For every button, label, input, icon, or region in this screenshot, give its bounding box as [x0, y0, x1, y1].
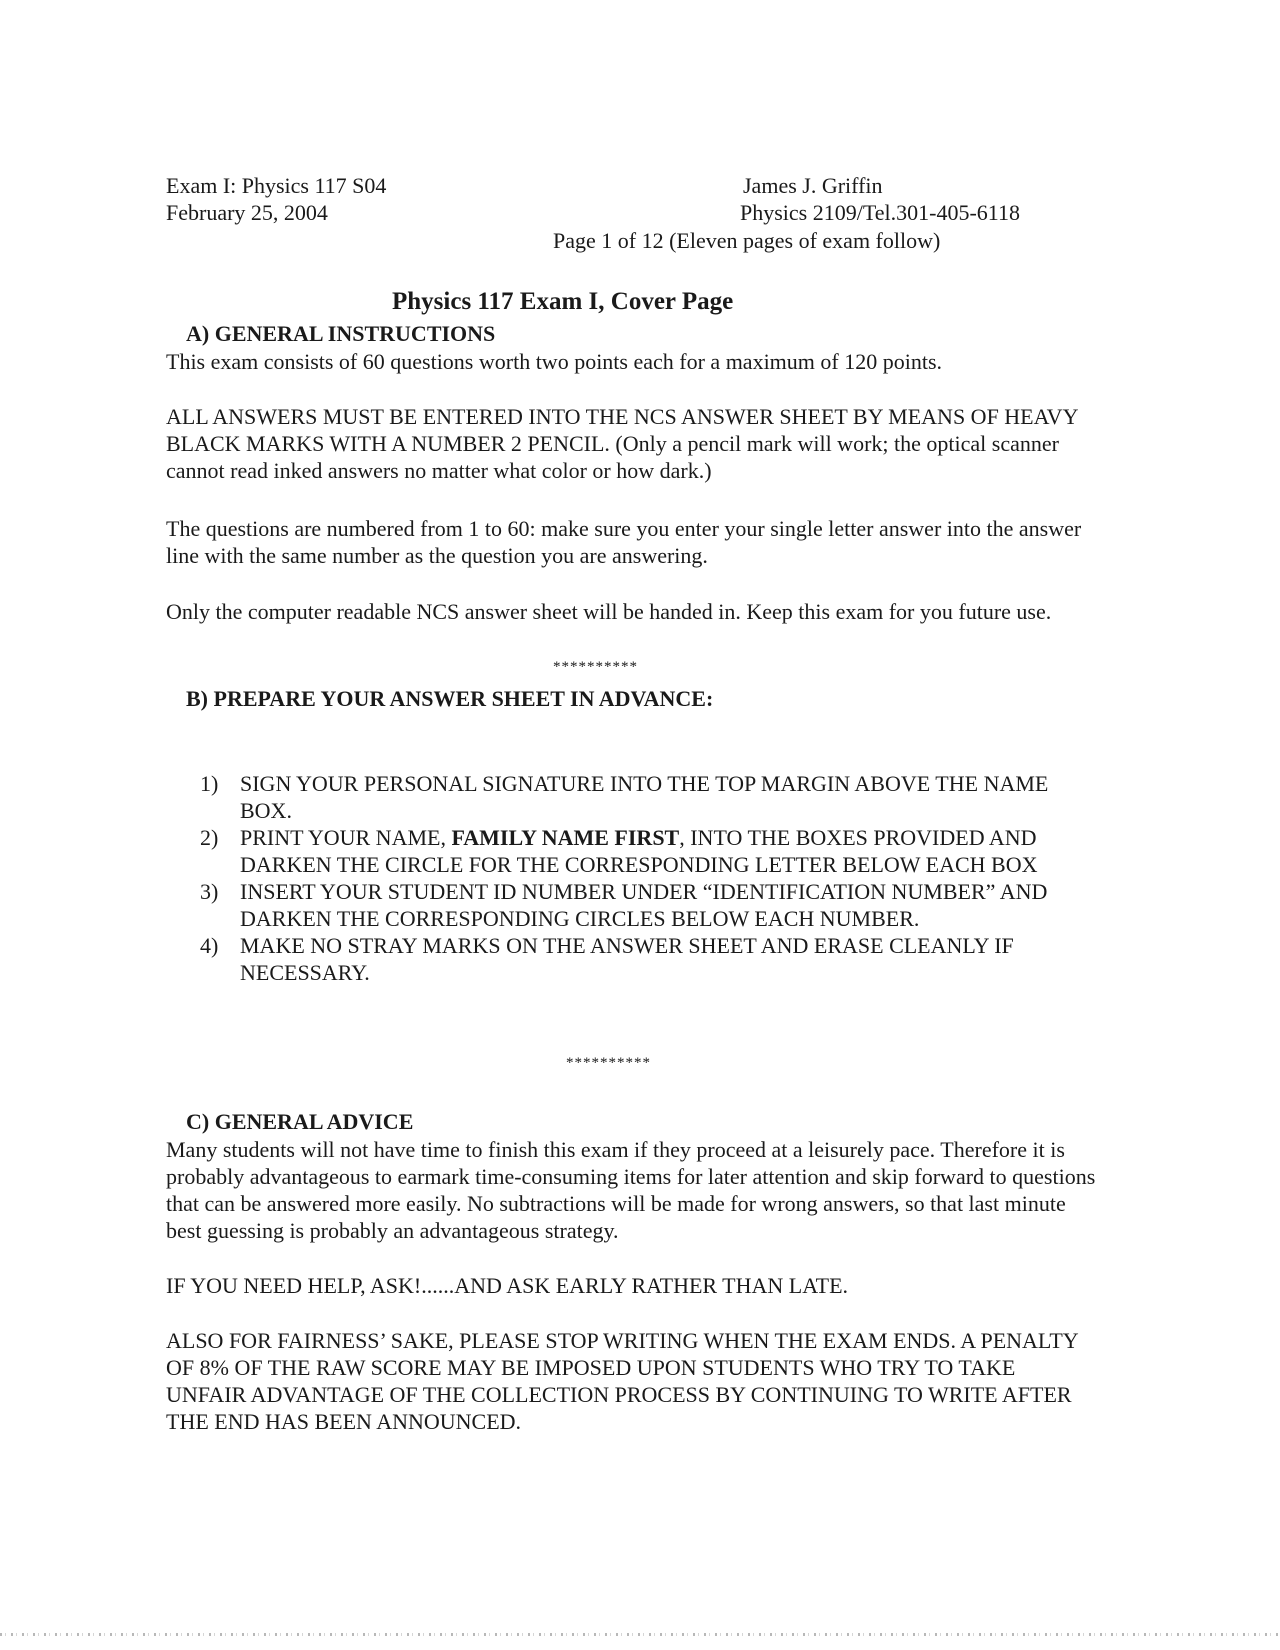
scan-artifact-line [0, 1633, 1280, 1636]
item-text: SIGN YOUR PERSONAL SIGNATURE INTO THE TOP MARGIN ABOVE THE NAME BOX. [240, 771, 1049, 823]
instructions-text: This exam consists of 60 questions worth two points each for a maximum of 120 points. [166, 349, 943, 374]
item-text: INSERT YOUR STUDENT ID NUMBER UNDER “IDENTIFICATION NUMBER” AND DARKEN THE CORRESPONDING CIRCLES BELOW EACH NUMBER. [240, 879, 1048, 931]
page-info: Page 1 of 12 (Eleven pages of exam follow) [553, 228, 941, 253]
item-emphasis: FAMILY NAME FIRST [451, 825, 680, 850]
instructor-name: James J. Griffin [743, 173, 883, 198]
item-number: 2) [200, 825, 219, 850]
item-text: , INTO THE BOXES PROVIDED AND DARKEN THE CIRCLE FOR THE CORRESPONDING LETTER BELOW EACH BOX [240, 825, 1038, 877]
separator: ********** [566, 1055, 651, 1071]
section-a-heading: A) GENERAL INSTRUCTIONS [186, 321, 496, 346]
page-title: Physics 117 Exam I, Cover Page [392, 288, 734, 315]
exam-date: February 25, 2004 [166, 200, 328, 225]
answer-sheet-steps [200, 770, 1080, 986]
section-a-para2 [166, 403, 1096, 484]
item-number: 3) [200, 879, 219, 904]
advice-text: ALSO FOR FAIRNESS’ SAKE, PLEASE STOP WRITING WHEN THE EXAM ENDS. A PENALTY OF 8% OF THE RAW SCORE MAY BE IMPOSED UPON STUDENTS WHO TRY TO TAKE UNFAIR ADVANTAGE OF THE COLLECTION PROCESS BY CONTINUING TO WRITE AFTER THE END HAS BEEN ANNOUNCED. [166, 1328, 1078, 1434]
item-number: 4) [200, 933, 219, 958]
instructions-text: Only the computer readable NCS answer sheet will be handed in. Keep this exam for you future use. [166, 599, 1052, 624]
section-b-heading: B) PREPARE YOUR ANSWER SHEET IN ADVANCE: [186, 686, 714, 711]
list-item [200, 878, 1080, 932]
section-c-para1 [166, 1136, 1096, 1244]
advice-text: IF YOU NEED HELP, ASK!......AND ASK EARLY RATHER THAN LATE. [166, 1273, 849, 1298]
list-item [200, 932, 1080, 986]
section-c-para3 [166, 1327, 1096, 1435]
item-number: 1) [200, 771, 219, 796]
list-item [200, 824, 1080, 878]
section-c-para2 [166, 1272, 1096, 1299]
list-item [200, 770, 1080, 824]
instructor-contact: Physics 2109/Tel.301-405-6118 [740, 200, 1020, 225]
section-c-heading: C) GENERAL ADVICE [186, 1109, 414, 1134]
instructions-text: The questions are numbered from 1 to 60: make sure you enter your single letter answer into the answer line with the same number as the question you are answering. [166, 516, 1082, 568]
section-a-para4 [166, 598, 1096, 625]
item-text: PRINT YOUR NAME, [240, 825, 452, 850]
exam-name: Exam I: Physics 117 S04 [166, 173, 387, 198]
separator: ********** [553, 659, 638, 675]
instructions-text: ALL ANSWERS MUST BE ENTERED INTO THE NCS ANSWER SHEET BY MEANS OF HEAVY BLACK MARKS WITH A NUMBER 2 PENCIL. (Only a pencil mark will work; the optical scanner cannot read inked answers no matter what color or how dark.) [166, 404, 1078, 483]
advice-text: Many students will not have time to finish this exam if they proceed at a leisurely pace. Therefore it is probably advantageous to earmark time-consuming items for later attention and skip forward to questions that can be answered more easily. No subtractions will be made for wrong answers, so that last minute best guessing is probably an advantageous strategy. [166, 1137, 1096, 1243]
section-a-para1 [166, 348, 1096, 375]
item-text: MAKE NO STRAY MARKS ON THE ANSWER SHEET AND ERASE CLEANLY IF NECESSARY. [240, 933, 1014, 985]
section-a-para3 [166, 515, 1096, 569]
